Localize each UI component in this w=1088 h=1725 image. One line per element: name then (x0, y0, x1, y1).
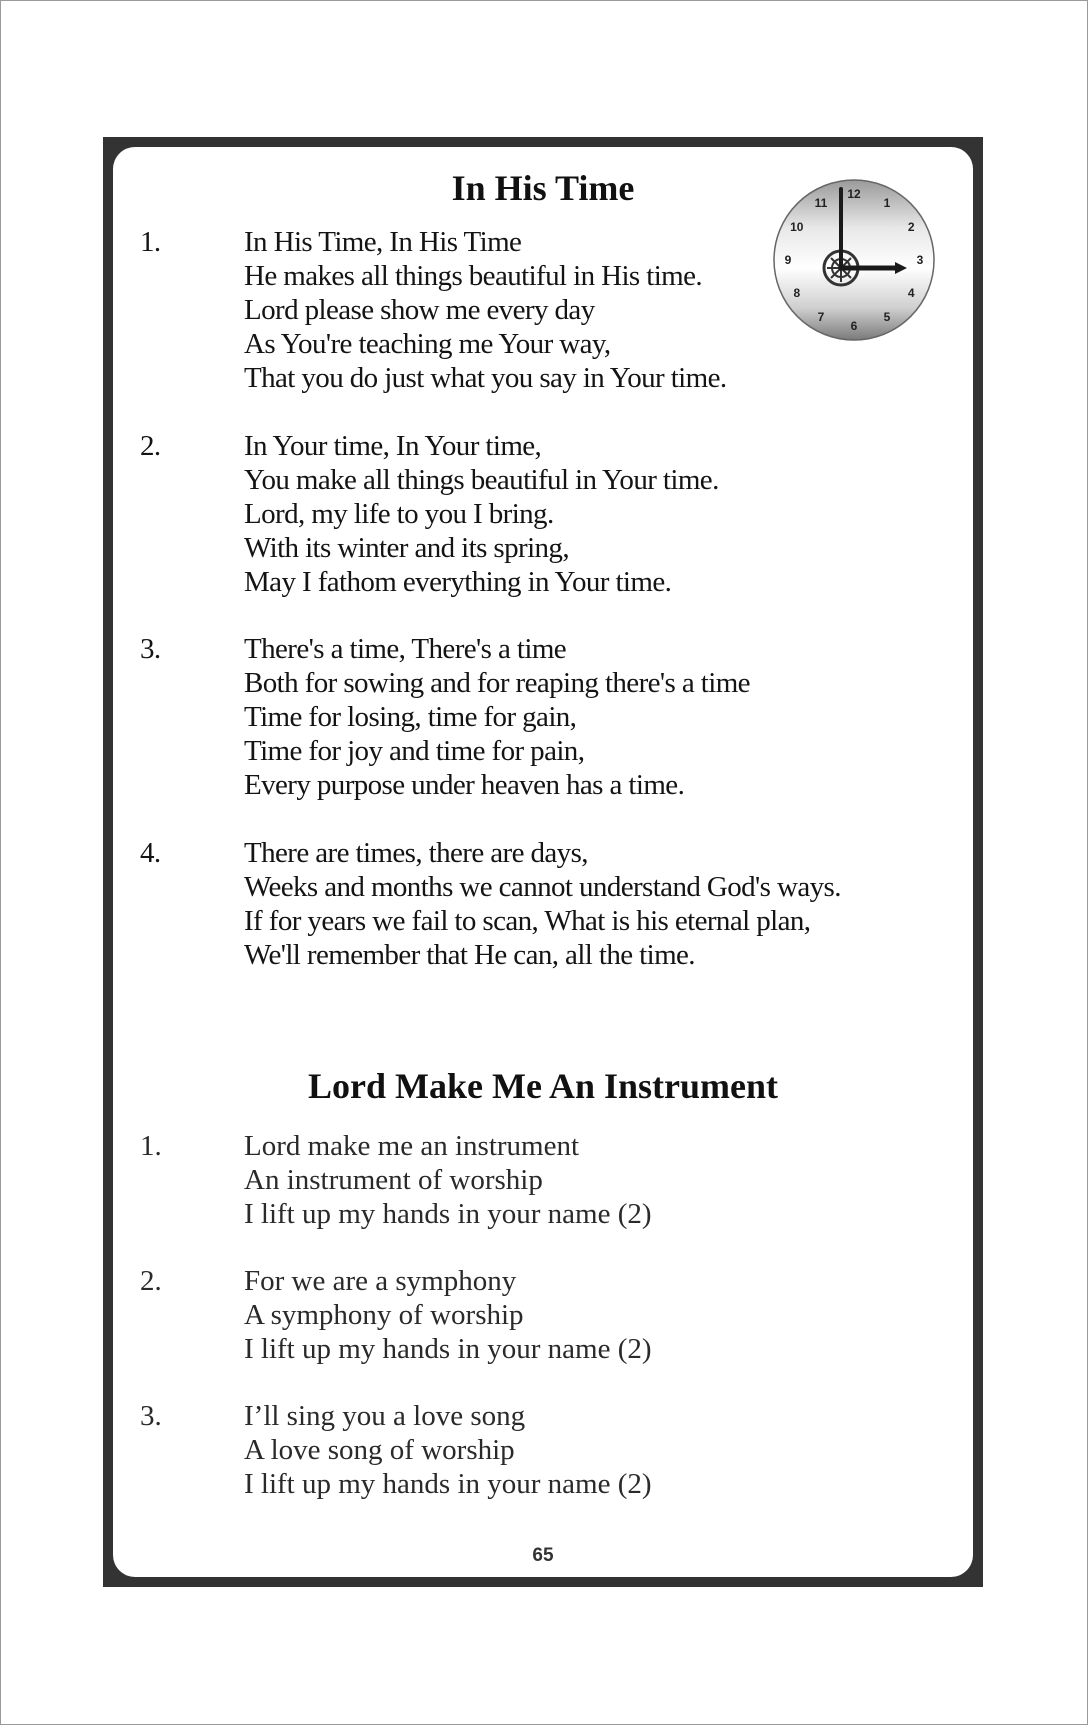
verse-lines (244, 429, 904, 599)
lyric-line: In Your time, In Your time, (244, 430, 542, 462)
verse-number: 1. (140, 1130, 162, 1162)
verse-number: 1. (140, 226, 161, 258)
lyric-line: I’ll sing you a love song (244, 1400, 526, 1432)
clock-numeral: 11 (814, 195, 828, 210)
clock-numeral: 3 (916, 253, 924, 267)
lyric-line: For we are a symphony (244, 1265, 517, 1297)
lyric-line: An instrument of worship (244, 1164, 543, 1196)
lyric-line: I lift up my hands in your name (2) (244, 1333, 652, 1365)
verse-lines (244, 836, 904, 972)
verse-number: 2. (140, 430, 161, 462)
clock-numeral: 1 (883, 195, 891, 210)
lyric-line: If for years we fail to scan, What is his eternal plan, (244, 905, 811, 937)
verse-number: 4. (140, 837, 161, 869)
lyric-line: With its winter and its spring, (244, 532, 569, 564)
verse-number: 2. (140, 1265, 162, 1297)
clock-numeral: 5 (883, 310, 891, 325)
lyric-line: May I fathom everything in Your time. (244, 566, 672, 598)
page-number: 65 (532, 1545, 554, 1566)
clock-numeral: 6 (850, 319, 858, 333)
verse-lines (244, 632, 904, 802)
lyric-line: A love song of worship (244, 1434, 515, 1466)
song-title-lord-make-me-an-instrument: Lord Make Me An Instrument (308, 1066, 778, 1106)
lyric-line: You make all things beautiful in Your time. (244, 464, 719, 496)
lyric-line: Time for losing, time for gain, (244, 701, 577, 733)
clock-face (774, 180, 934, 340)
song-title-in-his-time: In His Time (451, 168, 635, 208)
clock-icon (769, 175, 939, 345)
clock-numeral: 4 (907, 286, 915, 300)
lyric-line: There are times, there are days, (244, 837, 588, 869)
clock-numeral: 7 (817, 310, 825, 325)
verse-lines (244, 1264, 904, 1366)
lyric-line: Lord please show me every day (244, 294, 595, 326)
lyric-line: Lord make me an instrument (244, 1130, 580, 1162)
page-frame (103, 137, 983, 1587)
lyric-line: In His Time, In His Time (244, 226, 522, 258)
lyric-line: A symphony of worship (244, 1299, 524, 1331)
lyric-line: I lift up my hands in your name (2) (244, 1468, 652, 1500)
clock-numeral: 12 (847, 187, 861, 201)
clock-numeral: 9 (784, 253, 792, 267)
clock-numeral: 2 (907, 220, 915, 234)
lyric-line: As You're teaching me Your way, (244, 328, 611, 360)
lyric-line: Time for joy and time for pain, (244, 735, 585, 767)
lyric-line: There's a time, There's a time (244, 633, 567, 665)
clock-numeral: 10 (790, 220, 804, 234)
lyric-line: Both for sowing and for reaping there's a time (244, 667, 750, 699)
lyric-line: Every purpose under heaven has a time. (244, 769, 685, 801)
lyric-line: He makes all things beautiful in His time. (244, 260, 703, 292)
verse-lines (244, 1129, 904, 1231)
lyric-line: I lift up my hands in your name (2) (244, 1198, 652, 1230)
verse-number: 3. (140, 1400, 162, 1432)
lyric-line: We'll remember that He can, all the time. (244, 939, 695, 971)
lyric-line: That you do just what you say in Your time. (244, 362, 727, 394)
verse-lines (244, 1399, 904, 1501)
lyric-line: Weeks and months we cannot understand God's ways. (244, 871, 841, 903)
clock-numeral: 8 (793, 286, 801, 300)
verse-number: 3. (140, 633, 161, 665)
lyric-line: Lord, my life to you I bring. (244, 498, 554, 530)
